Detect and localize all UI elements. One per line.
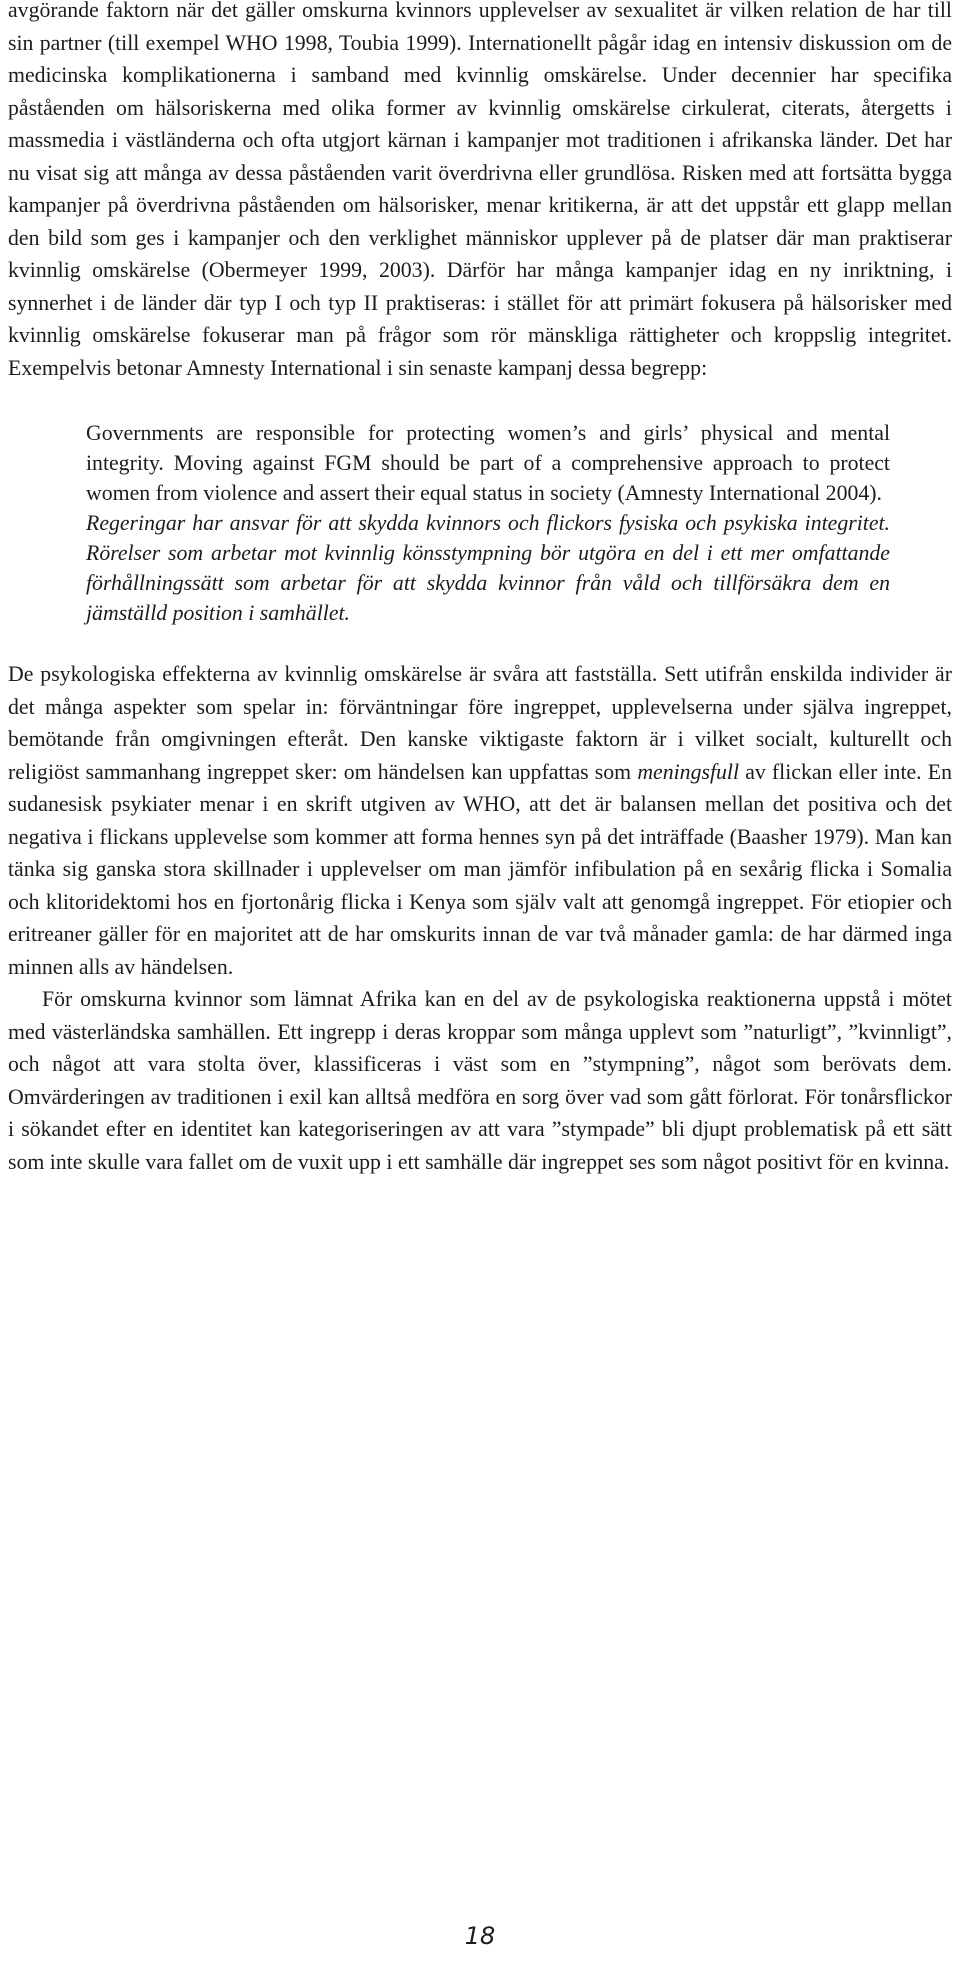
- quote-swedish-translation: Regeringar har ansvar för att skydda kvinnors och flickors fysiska och psykiska integritet. Rörelser som arbetar mot kvinnlig könsstympning bör utgöra en del i ett mer omfattande förhållningssätt som arbetar för att skydda kvinnor från våld och tillförsäkra dem en jämställd position i samhället.: [86, 511, 890, 625]
- body-paragraph-3: För omskurna kvinnor som lämnat Afrika kan en del av de psykologiska reaktionerna uppstå i mötet med västerländska samhällen. Ett ingrepp i deras kroppar som många upplevt som ”naturligt”, ”kvinnligt”, och något att vara stolta över, klassificeras i väst som en ”stympning”, något som berövats dem. Omvärderingen av traditionen i exil kan alltså medföra en sorg över vad som gått förlorat. För tonårsflickor i sökandet efter en identitet kan kategoriseringen av att vara ”stympade” bli djupt problematisk på ett sätt som inte skulle vara fallet om de vuxit upp i ett samhälle där ingreppet ses som något positivt för en kvinna.: [8, 987, 952, 1174]
- body-paragraph-2: [8, 658, 952, 983]
- body-paragraph-1: avgörande faktorn när det gäller omskurna kvinnors upplevelser av sexualitet är vilken relation de har till sin partner (till exempel WHO 1998, Toubia 1999). Internationellt pågår idag en intensiv diskussion om de medicinska komplikationerna i samband med kvinnlig omskärelse. Under decennier har specifika påståenden om hälsoriskerna med olika former av kvinnlig omskärelse cirkulerat, citerats, återgetts i massmedia i västländerna och ofta utgjort kärnan i kampanjer mot traditionen i afrikanska länder. Det har nu visat sig att många av dessa påståenden varit överdrivna eller grundlösa. Risken med att fortsätta bygga kampanjer på överdrivna påståenden om hälsorisker, menar kritikerna, är att det uppstår ett glapp mellan den bild som ges i kampanjer och den verklighet människor upplever på de platser där man praktiserar kvinnlig omskärelse (Obermeyer 1999, 2003). Därför har många kampanjer idag en ny inriktning, i synnerhet i de länder där typ I och typ II praktiseras: i stället för att primärt fokusera på hälsorisker med kvinnlig omskärelse fokuserar man på frågor som rör mänskliga rättigheter och kroppslig integritet. Exempelvis betonar Amnesty International i sin senaste kampanj dessa begrepp:: [8, 0, 952, 380]
- paragraph-2-text-start: De psykologiska effekterna av kvinnlig omskärelse är svåra att fastställa. Sett utifrån enskilda individer är det många aspekter som spelar in: förväntningar före ingreppet, upplevelserna under själva ingreppet, bemötande från omgivningen efteråt. Den kanske viktigaste faktorn är i vilket socialt, kulturellt och religiöst sammanhang ingreppet sker: om händelsen kan uppfattas som: [8, 662, 952, 784]
- emphasized-word: meningsfull: [637, 759, 740, 784]
- quote-english: Governments are responsible for protecting women’s and girls’ physical and mental integrity. Moving against FGM should be part of a comprehensive approach to protect women from violence and assert their equal status in society (Amnesty International 2004).: [86, 421, 890, 505]
- paragraph-2-text-end: av flickan eller inte. En sudanesisk psykiater menar i en skrift utgiven av WHO, att det är balansen mellan det positiva och det negativa i flickans upplevelse som kommer att forma hennes syn på det inträffade (Baasher 1979). Man kan tänka sig ganska stora skillnader i upplevelser om man jämför infibulation på en sexårig flicka i Somalia och klitoridektomi hos en fjortonårig flicka i Kenya som själv valt att genomgå ingreppet. För etiopier och eritreaner gäller för en majoritet att de har omskurits innan de var två månader gamla: de har därmed inga minnen alls av händelsen.: [8, 759, 952, 979]
- page-number: 18: [464, 1922, 496, 1950]
- block-quote: [86, 418, 890, 628]
